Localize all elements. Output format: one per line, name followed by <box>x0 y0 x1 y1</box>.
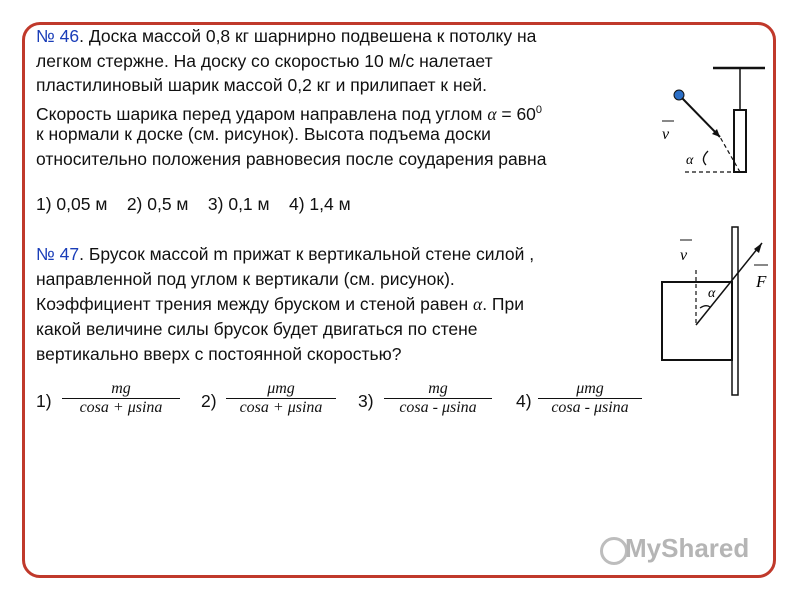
problem-47-line-3-end: . При <box>482 294 524 314</box>
problem-46-number: № 46 <box>36 26 80 46</box>
problem-46-text: . Доска массой 0,8 кг шарнирно подвешена к потолку на <box>79 26 537 46</box>
f-label: F <box>756 272 767 291</box>
degree-mark: 0 <box>535 103 543 116</box>
option-4-fraction <box>538 380 642 417</box>
logo-icon <box>600 537 628 565</box>
alpha-symbol: α <box>473 294 483 314</box>
option-4-label: 4) <box>516 391 532 411</box>
option-2-denominator: cosa + μsina <box>239 399 323 416</box>
problem-46-line-5: к нормали к доске (см. рисунок). Высота подъема доски <box>36 124 491 144</box>
option-3-denominator: cosa - μsina <box>399 399 477 416</box>
problem-47-line-4: какой величине силы брусок будет двигаться по стене <box>36 319 478 339</box>
option-3-numerator: mg <box>428 380 448 397</box>
alpha-symbol: α <box>487 103 497 124</box>
option-1-fraction <box>62 380 180 417</box>
v-label: v <box>680 247 688 264</box>
watermark-logo: MyShared <box>625 533 750 563</box>
option-3-label: 3) <box>358 391 374 411</box>
problem-47-line-3 <box>36 292 524 317</box>
velocity-line <box>682 98 720 137</box>
option-1-numerator: mg <box>111 380 131 397</box>
option-3-fraction <box>384 380 492 417</box>
angle-arc <box>703 151 708 165</box>
option-1-denominator: cosa + μsina <box>79 399 163 416</box>
problem-47-line-3-text: Коэффициент трения между бруском и стеной равен <box>36 294 473 314</box>
problem-46-line-3: пластилиновый шарик массой 0,2 кг и прилипает к ней. <box>36 75 487 95</box>
v-label: v <box>662 126 670 143</box>
alpha-label: α <box>686 153 694 168</box>
problem-47-line-2: направленной под углом к вертикали (см. рисунок). <box>36 269 455 289</box>
problem-47-line-5: вертикально вверх с постоянной скоростью? <box>36 344 402 364</box>
figure-47 <box>650 225 790 400</box>
problem-46-line-1 <box>36 24 536 49</box>
board-rect <box>734 110 746 172</box>
option-2-fraction <box>226 380 336 417</box>
figure-46 <box>640 55 780 185</box>
problem-47-text: . Брусок массой m прижат к вертикальной стене силой , <box>79 244 535 264</box>
option-1-label: 1) <box>36 391 52 411</box>
option-2-label: 2) <box>201 391 217 411</box>
problem-46-line-6: относительно положения равновесия после соударения равна <box>36 148 547 169</box>
option-2-numerator: μmg <box>267 380 295 397</box>
alpha-label: α <box>708 286 716 301</box>
problem-46-answers: 1) 0,05 м 2) 0,5 м 3) 0,1 м 4) 1,4 м <box>36 194 351 214</box>
option-4-numerator: μmg <box>576 380 604 397</box>
angle-value: = 60 <box>496 103 536 124</box>
problem-46-line-4-text: Скорость шарика перед ударом направлена под углом <box>36 103 488 124</box>
problem-46-line-2: легком стержне. На доску со скоростью 10 м/с налетает <box>36 50 493 71</box>
problem-47-number: № 47 <box>36 244 80 264</box>
problem-47-line-1 <box>36 242 534 267</box>
option-4-denominator: cosa - μsina <box>551 399 629 416</box>
